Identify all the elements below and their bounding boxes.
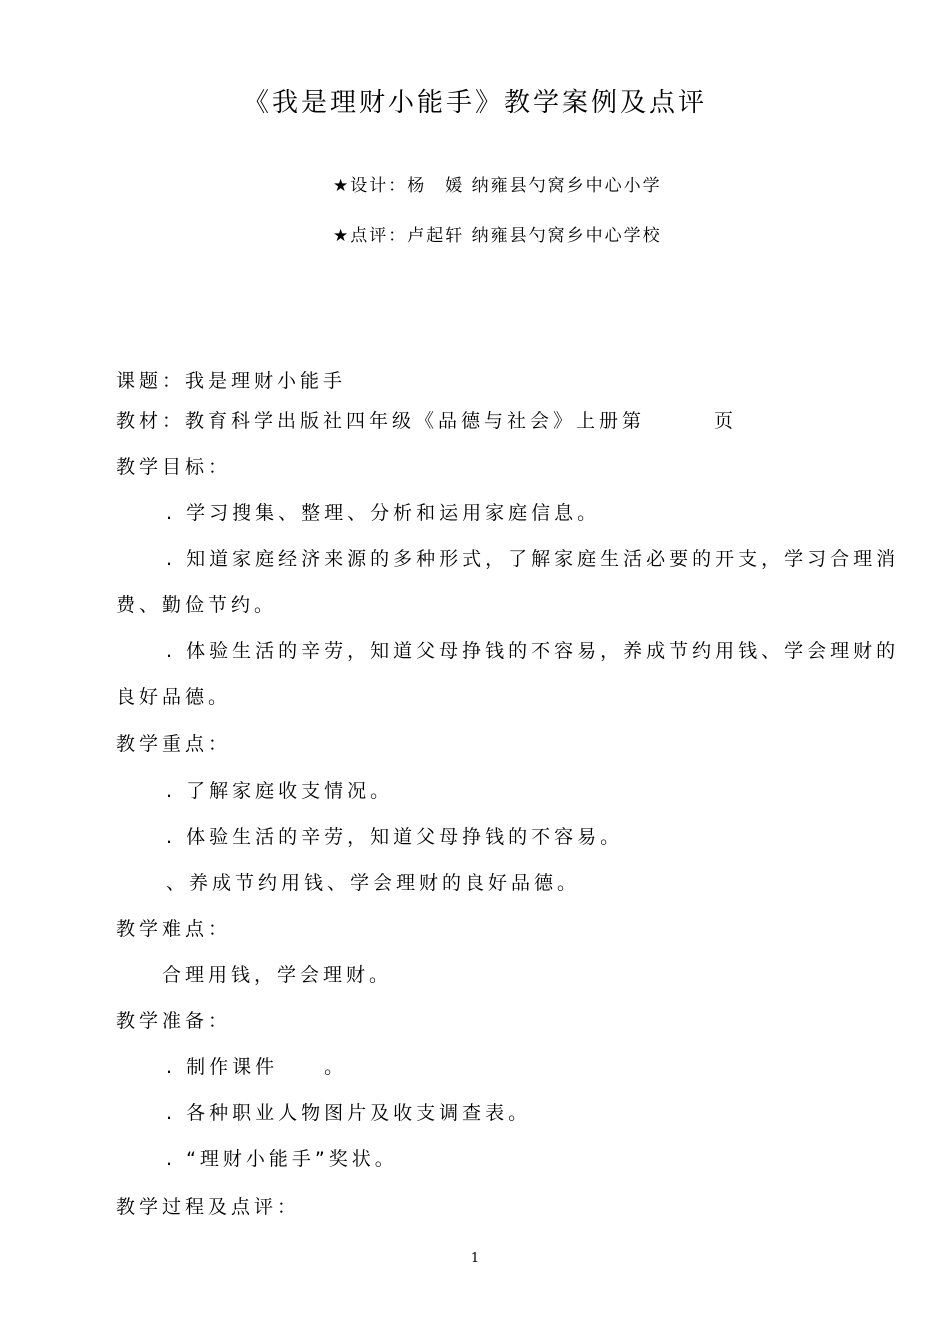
process-heading: 教学过程及点评： xyxy=(116,1196,301,1218)
objective-item-2-line-1: . 知道家庭经济来源的多种形式，了解家庭生活必要的开支，学习合理消 xyxy=(166,548,900,570)
objective-item-3-line-1: . 体验生活的辛劳，知道父母挣钱的不容易，养成节约用钱、学会理财的 xyxy=(166,640,900,662)
credit-design: ★设计：杨 媛 纳雍县勺窝乡中心小学 xyxy=(333,176,662,196)
preparation-item-3: . “理财小能手”奖状。 xyxy=(166,1148,398,1170)
page-number: 1 xyxy=(470,1251,480,1266)
preparation-item-1: . 制作课件 。 xyxy=(166,1056,348,1078)
objectives-heading: 教学目标： xyxy=(116,456,232,478)
topic-line: 课题：我是理财小能手 xyxy=(116,370,347,392)
objective-item-1: . 学习搜集、整理、分析和运用家庭信息。 xyxy=(166,502,601,524)
objective-item-3-line-2: 良好品德。 xyxy=(116,686,232,708)
preparation-heading: 教学准备： xyxy=(116,1010,232,1032)
key-point-item-3: 、养成节约用钱、学会理财的良好品德。 xyxy=(166,872,581,894)
preparation-item-2: . 各种职业人物图片及收支调查表。 xyxy=(166,1102,532,1124)
key-points-heading: 教学重点： xyxy=(116,733,232,755)
objective-item-2-line-2: 费、勤俭节约。 xyxy=(116,594,278,616)
difficulty-item-1: 合理用钱，学会理财。 xyxy=(162,964,393,986)
document-title: 《我是理财小能手》教学案例及点评 xyxy=(242,88,707,118)
credit-review: ★点评：卢起轩 纳雍县勺窝乡中心学校 xyxy=(333,226,662,246)
textbook-line: 教材：教育科学出版社四年级《品德与社会》上册第 页 xyxy=(116,410,738,432)
key-point-item-1: . 了解家庭收支情况。 xyxy=(166,780,394,802)
key-point-item-2: . 体验生活的辛劳，知道父母挣钱的不容易。 xyxy=(166,826,624,848)
difficulties-heading: 教学难点： xyxy=(116,918,232,940)
